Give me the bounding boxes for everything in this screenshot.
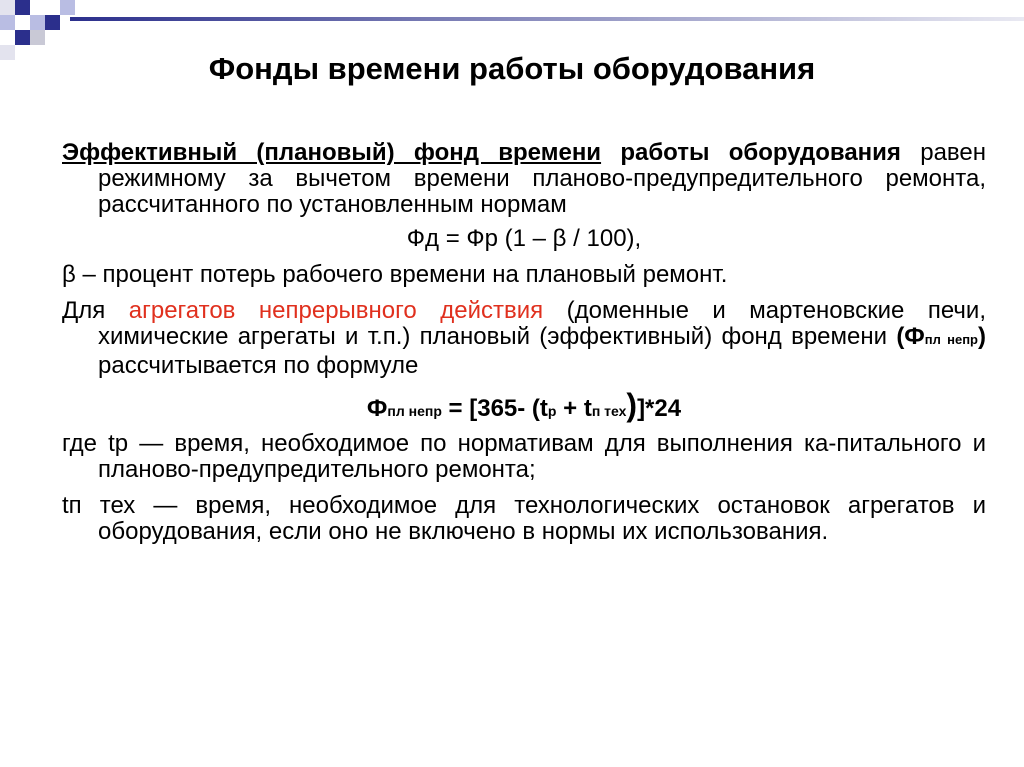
paragraph-text: (доменные и мартеновские печи, химические агрегаты и т.п.) плановый (эффективный) фонд времени (98, 297, 987, 350)
formula-part: ]*24 (637, 395, 682, 422)
formula-part: + t (556, 395, 592, 422)
deco-square (15, 30, 30, 45)
formula-t1-sub: р (547, 403, 557, 419)
deco-square (45, 15, 60, 30)
paragraph-text: Для (62, 297, 129, 324)
symbol-phi-sub: пл непр (924, 332, 978, 347)
formula-paren: ) (626, 387, 638, 423)
formula-phi-sub: пл непр (387, 403, 442, 419)
paragraph-tr-definition: где tр — время, необходимое по нормативам для выполнения ка-питального и планово-предупредительного ремонта; (62, 430, 986, 483)
symbol-phi-close: ) (978, 323, 986, 350)
slide-title: Фонды времени работы оборудования (208, 51, 816, 86)
formula-phi: Ф (366, 395, 388, 422)
formula-phi-continuous (62, 389, 986, 427)
paragraph-text: равен режимному за вычетом времени планово-предупредительного ремонта, рассчитанного по установленным нормам (98, 139, 986, 218)
paragraph-tptex-definition: tп тех — время, необходимое для технологических остановок агрегатов и оборудования, если оно не включено в нормы их использования. (62, 492, 986, 545)
formula-part: = [365- (t (441, 395, 548, 422)
paragraph-continuous-units (62, 298, 986, 379)
formula-t2-sub: п тех (591, 403, 627, 419)
deco-square (30, 15, 45, 30)
deco-square (60, 0, 75, 15)
paragraph-text: рассчитывается по формуле (98, 352, 419, 379)
slide-body (62, 140, 986, 545)
deco-square (30, 30, 45, 45)
paragraph-effective-fund (62, 140, 986, 218)
accent-term: агрегатов непрерывного действия (128, 297, 544, 324)
term-equipment-work: работы оборудования (601, 139, 901, 166)
symbol-phi-open: (Ф (896, 323, 925, 350)
deco-square (0, 0, 15, 15)
term-effective-fund: Эффективный (плановый) фонд времени (62, 139, 602, 166)
paragraph-beta: β – процент потерь рабочего времени на плановый ремонт. (62, 261, 728, 288)
header-gradient-bar (70, 17, 1024, 21)
deco-square (0, 15, 15, 30)
formula-fd: Фд = Фр (1 – β / 100), (406, 225, 642, 252)
deco-square (15, 0, 30, 15)
